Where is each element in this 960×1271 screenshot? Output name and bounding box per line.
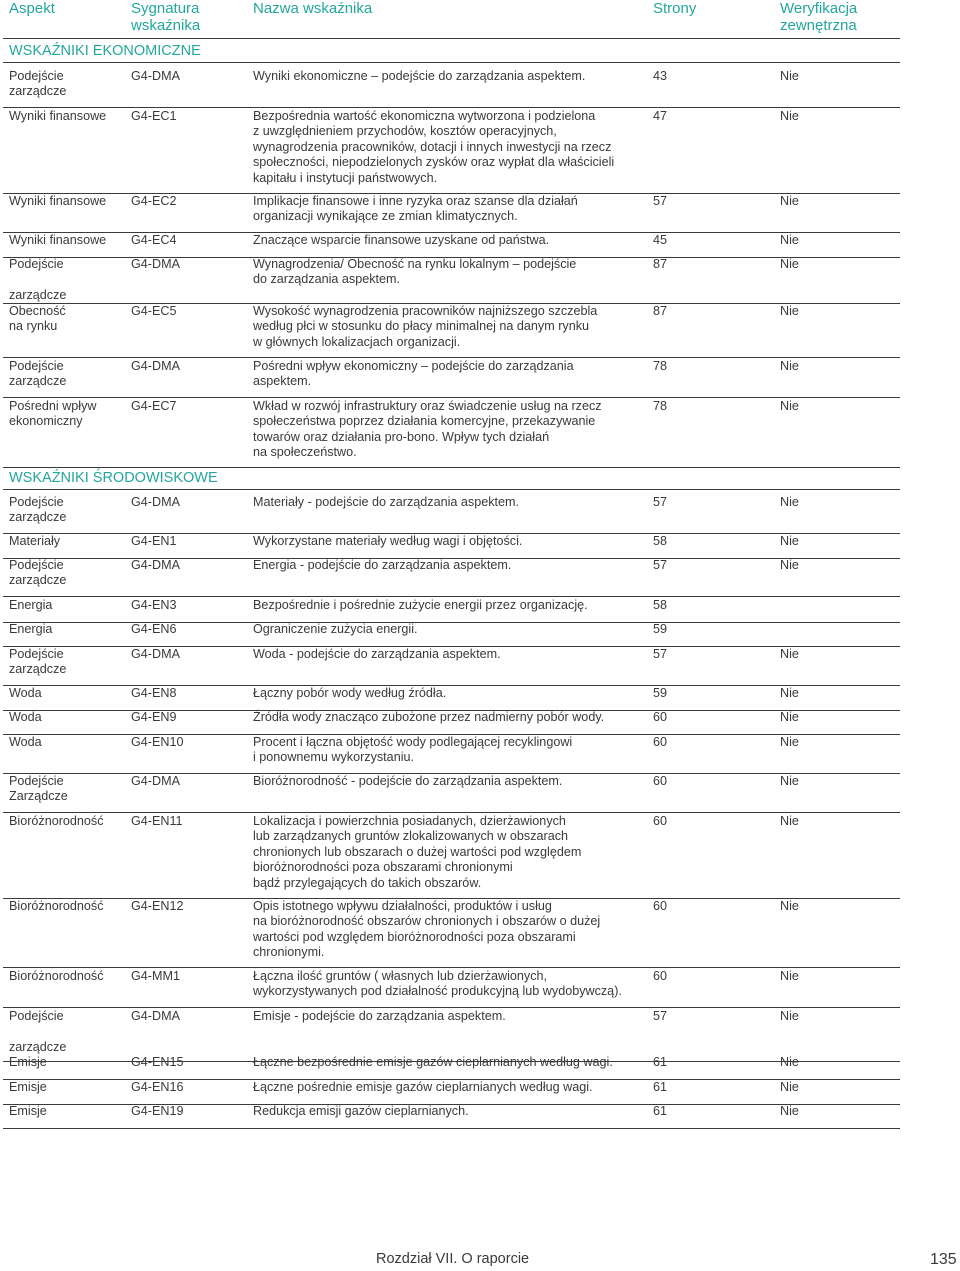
row-aspect: Pośredni wpływ ekonomiczny [9,399,97,429]
row-verification: Nie [780,109,799,123]
row-code: G4-DMA [131,1009,180,1023]
row-pages: 60 [653,735,668,749]
section-environmental [3,466,900,490]
row-verification: Nie [780,534,799,548]
table-row [3,233,900,258]
row-code: G4-DMA [131,359,180,373]
table-row [3,598,900,623]
row-aspect: Podejście zarządcze [9,69,67,99]
row-aspect: Podejście zarządcze [9,495,67,525]
row-verification: Nie [780,686,799,700]
row-code: G4-EN8 [131,686,177,700]
row-verification: Nie [780,814,799,828]
header-verification: Weryfikacja zewnętrzna [780,0,858,34]
row-pages: 57 [653,495,668,509]
row-code: G4-EN6 [131,622,177,636]
row-pages: 57 [653,1009,668,1023]
row-name: Bezpośrednia wartość ekonomiczna wytworzona i podzielona z uwzględnieniem przychodów, kosztów operacyjnych, wynagrodzenia pracowników, dotacji i innych inwestycji na rzecz społeczności, niepodzielonych zysków oraz wypłat dla właścicieli kapitału i instytucji państwowych. [253,109,615,185]
row-verification: Nie [780,1055,799,1069]
row-code: G4-EN19 [131,1104,184,1118]
row-name: Opis istotnego wpływu działalności, produktów i usług na bioróżnorodność obszarów chronionych i obszarów o dużej wartości pod względem bioróżnorodności poza obszarami chronionymi. [253,899,601,960]
row-code: G4-MM1 [131,969,180,983]
row-code: G4-EC2 [131,194,177,208]
row-code: G4-DMA [131,257,180,271]
header-signature: Sygnatura wskaźnika [131,0,201,34]
row-verification: Nie [780,710,799,724]
row-name: Wyniki ekonomiczne – podejście do zarządzania aspektem. [253,69,586,83]
row-verification: Nie [780,899,799,913]
row-pages: 57 [653,647,668,661]
row-aspect: Podejście zarządcze [9,257,67,302]
table-row [3,194,900,233]
row-name: Lokalizacja i powierzchnia posiadanych, dzierżawionych lub zarządzanych gruntów zlokalizowanych w obszarach chronionych lub obszarach o dużej wartości pod względem bioróżnorodności poza obszarami chronionymi bądź przylegających do takich obszarów. [253,814,582,890]
table-row [3,969,900,1008]
row-name: Znaczące wsparcie finansowe uzyskane od państwa. [253,233,550,247]
table-row [3,647,900,686]
row-name: Wynagrodzenia/ Obecność na rynku lokalnym – podejście do zarządzania aspektem. [253,257,577,287]
row-name: Materiały - podejście do zarządzania aspektem. [253,495,519,509]
row-name: Bezpośrednie i pośrednie zużycie energii przez organizację. [253,598,588,612]
row-verification: Nie [780,774,799,788]
row-code: G4-EN10 [131,735,184,749]
row-pages: 87 [653,257,668,271]
table-header [3,0,900,39]
row-aspect: Podejście zarządcze [9,359,67,389]
row-verification: Nie [780,1080,799,1094]
table-row [3,686,900,711]
table-row [3,814,900,899]
row-pages: 60 [653,710,668,724]
row-pages: 45 [653,233,668,247]
row-pages: 60 [653,814,668,828]
row-name: Redukcja emisji gazów cieplarnianych. [253,1104,469,1118]
row-code: G4-DMA [131,558,180,572]
table-row [3,69,900,108]
row-name: Energia - podejście do zarządzania aspektem. [253,558,512,572]
row-aspect: Emisje [9,1080,47,1094]
row-code: G4-EC4 [131,233,177,247]
row-name: Źródła wody znacząco zubożone przez nadmierny pobór wody. [253,710,605,724]
row-code: G4-EN12 [131,899,184,913]
footer-page-number: 135 [930,1251,957,1268]
row-name: Wykorzystane materiały według wagi i objętości. [253,534,523,548]
row-pages: 78 [653,399,668,413]
row-pages: 87 [653,304,668,318]
row-name: Łączne pośrednie emisje gazów cieplarnianych według wagi. [253,1080,593,1094]
table-row [3,1055,900,1080]
row-pages: 61 [653,1080,668,1094]
row-verification: Nie [780,735,799,749]
row-pages: 61 [653,1055,668,1069]
row-pages: 47 [653,109,668,123]
row-aspect: Podejście zarządcze [9,558,67,588]
row-pages: 60 [653,969,668,983]
row-verification: Nie [780,1104,799,1118]
table-row [3,710,900,735]
row-aspect: Woda [9,735,42,749]
table-row [3,622,900,647]
row-pages: 59 [653,686,668,700]
row-name: Łączna ilość gruntów ( własnych lub dzierżawionych, wykorzystywanych pod działalność produkcyjną lub wydobywczą). [253,969,622,999]
table-row [3,495,900,534]
row-pages: 58 [653,534,668,548]
row-name: Łączny pobór wody według źródła. [253,686,447,700]
row-pages: 78 [653,359,668,373]
row-pages: 61 [653,1104,668,1118]
table-row [3,399,900,468]
row-code: G4-DMA [131,774,180,788]
footer-chapter: Rozdział VII. O raporcie [376,1251,530,1267]
row-aspect: Bioróżnorodność [9,814,104,828]
row-name: Ograniczenie zużycia energii. [253,622,418,636]
row-aspect: Bioróżnorodność [9,899,104,913]
row-name: Emisje - podejście do zarządzania aspektem. [253,1009,506,1023]
row-aspect: Obecność na rynku [9,304,66,334]
row-verification: Nie [780,304,799,318]
row-code: G4-DMA [131,69,180,83]
row-code: G4-EN16 [131,1080,184,1094]
table-row [3,1080,900,1105]
row-verification: Nie [780,233,799,247]
row-code: G4-DMA [131,495,180,509]
row-aspect: Energia [9,598,53,612]
table-row [3,899,900,968]
row-code: G4-DMA [131,647,180,661]
row-code: G4-EC5 [131,304,177,318]
row-verification: Nie [780,1009,799,1023]
row-verification: Nie [780,257,799,271]
row-aspect: Podejście zarządcze [9,1009,67,1054]
row-verification: Nie [780,194,799,208]
row-name: Pośredni wpływ ekonomiczny – podejście do zarządzania aspektem. [253,359,574,389]
row-verification: Nie [780,558,799,572]
row-verification: Nie [780,399,799,413]
section-economic [3,39,900,63]
row-aspect: Bioróżnorodność [9,969,104,983]
row-aspect: Emisje [9,1104,47,1118]
section-environmental-title: WSKAŹNIKI ŚRODOWISKOWE [9,470,218,486]
row-pages: 60 [653,899,668,913]
table-row [3,109,900,194]
row-code: G4-EN3 [131,598,177,612]
row-aspect: Podejście zarządcze [9,647,67,677]
table-row [3,359,900,398]
row-verification: Nie [780,359,799,373]
table-row [3,774,900,813]
row-aspect: Energia [9,622,53,636]
row-code: G4-EN1 [131,534,177,548]
row-aspect: Wyniki finansowe [9,194,107,208]
row-aspect: Emisje [9,1055,47,1069]
row-pages: 43 [653,69,668,83]
row-aspect: Woda [9,710,42,724]
row-code: G4-EC7 [131,399,177,413]
table-row [3,1104,900,1129]
section-economic-title: WSKAŹNIKI EKONOMICZNE [9,43,201,59]
row-pages: 57 [653,558,668,572]
table-row [3,304,900,358]
row-code: G4-EN11 [131,814,183,828]
table-row [3,735,900,774]
table-row [3,534,900,559]
row-name: Procent i łączna objętość wody podlegającej recyklingowi i ponownemu wykorzystaniu. [253,735,573,765]
row-verification: Nie [780,69,799,83]
row-name: Woda - podejście do zarządzania aspektem. [253,647,501,661]
row-pages: 59 [653,622,668,636]
header-pages: Strony [653,0,697,17]
row-code: G4-EN15 [131,1055,184,1069]
row-aspect: Wyniki finansowe [9,109,107,123]
table-row [3,558,900,597]
row-code: G4-EC1 [131,109,177,123]
header-name: Nazwa wskaźnika [253,0,373,17]
row-code: G4-EN9 [131,710,177,724]
row-verification: Nie [780,495,799,509]
row-aspect: Materiały [9,534,61,548]
row-name: Bioróżnorodność - podejście do zarządzania aspektem. [253,774,563,788]
row-name: Implikacje finansowe i inne ryzyka oraz szanse dla działań organizacji wynikające ze zmian klimatycznych. [253,194,578,224]
row-pages: 60 [653,774,668,788]
row-verification: Nie [780,969,799,983]
row-aspect: Woda [9,686,42,700]
header-aspect: Aspekt [9,0,55,17]
row-aspect: Wyniki finansowe [9,233,107,247]
row-pages: 57 [653,194,668,208]
row-pages: 58 [653,598,668,612]
table-row [3,257,900,304]
row-name: Wysokość wynagrodzenia pracowników najniższego szczebla według płci w stosunku do płacy minimalnej na danym rynku w głównych lokalizacjach organizacji. [253,304,598,349]
row-name: Łączne bezpośrednie emisje gazów cieplarnianych według wagi. [253,1055,613,1069]
row-verification: Nie [780,647,799,661]
row-name: Wkład w rozwój infrastruktury oraz świadczenie usług na rzecz społeczeństwa poprzez działania komercyjne, przekazywanie towarów oraz działania pro-bono. Wpływ tych działań na społeczeństwo. [253,399,602,460]
row-aspect: Podejście Zarządcze [9,774,68,804]
